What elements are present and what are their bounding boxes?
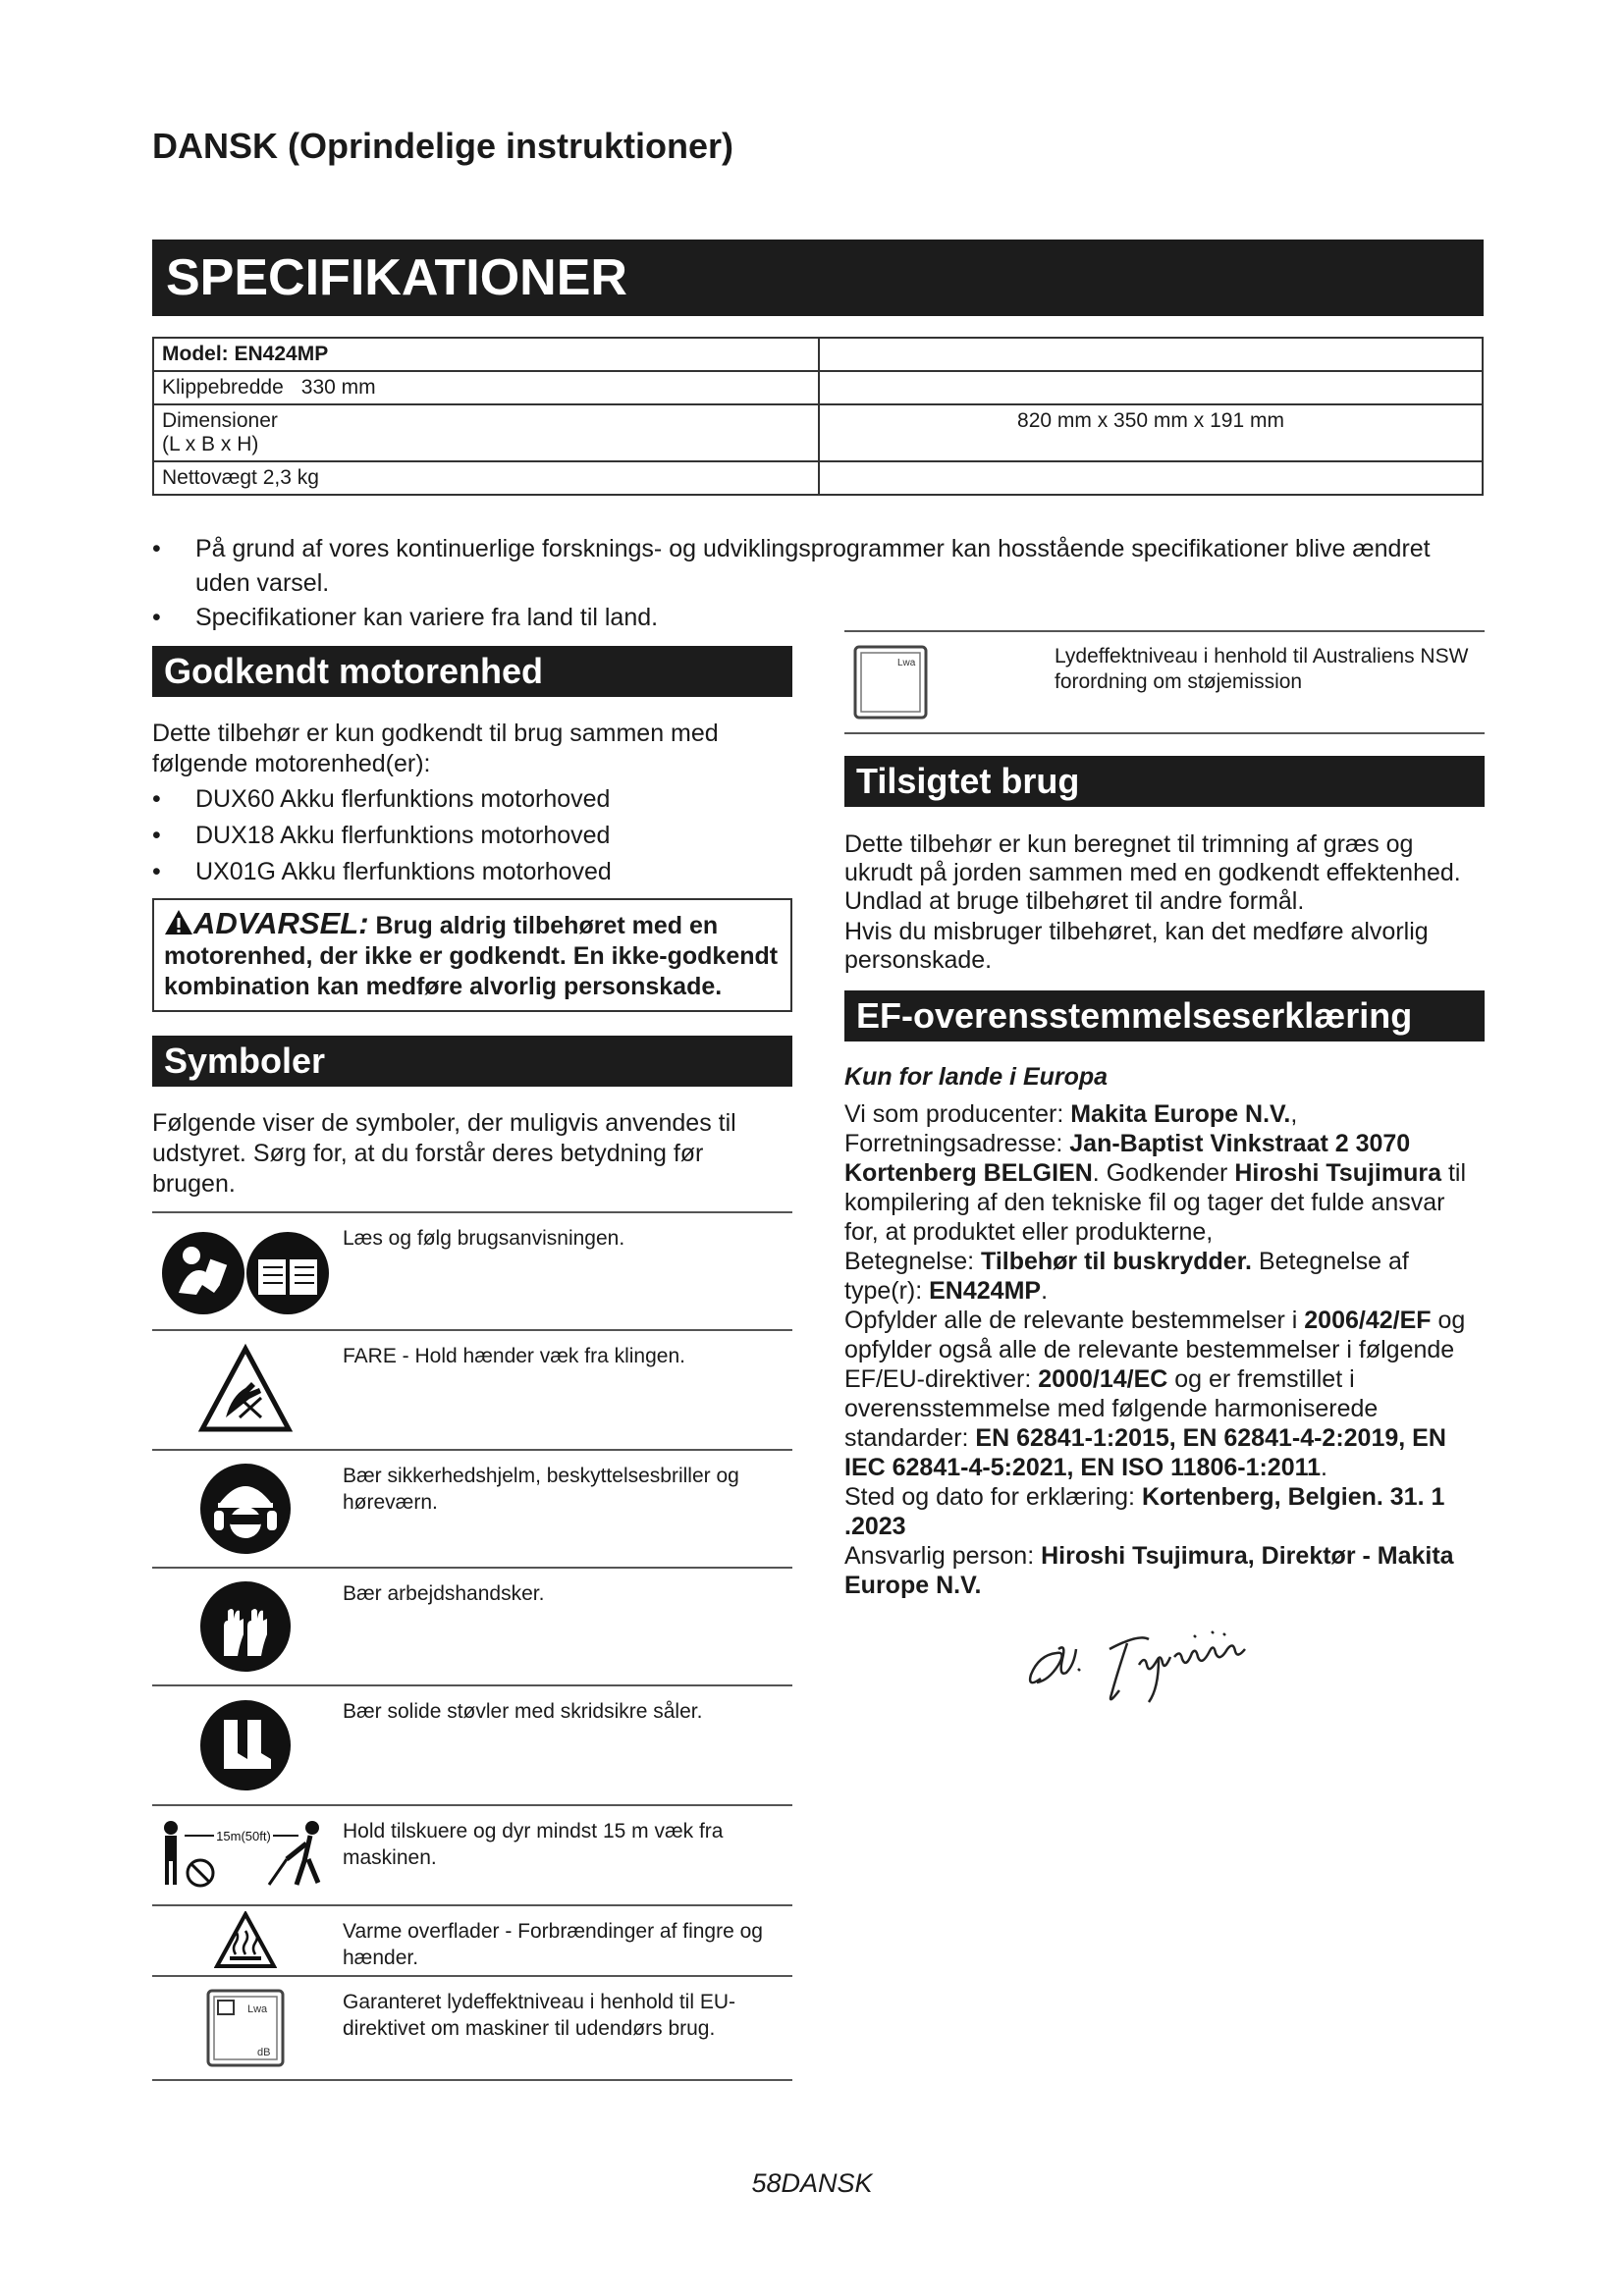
decl-text: og er fremstillet i overensstemmelse med følgende harmoniserede standarder: <box>844 1365 1379 1452</box>
decl-text: og opfylder også alle de relevante bestemmelser i følgende EF/EU-direktiver: <box>844 1307 1466 1393</box>
table-row <box>152 1331 792 1451</box>
danger-hand-blade-icon <box>152 1331 339 1449</box>
note-item: • Specifikationer kan variere fra land til land. <box>152 601 1488 635</box>
ec-declaration-text <box>844 1099 1485 1600</box>
decl-text: . <box>1321 1454 1327 1481</box>
approved-power-unit-heading: Godkendt motorenhed <box>152 646 792 697</box>
empty-cell <box>819 338 1483 371</box>
cutting-width-value: 330 mm <box>300 376 376 399</box>
warning-triangle-icon <box>164 909 193 935</box>
note-item: • På grund af vores kontinuerlige forsknings- og udviklingsprogrammer kan hosstående specifikationer blive ændret uden varsel. <box>152 532 1488 601</box>
table-row <box>152 1569 792 1686</box>
signature <box>1001 1610 1335 1718</box>
decl-bold: Kortenberg, Belgien. 31. 1 .2023 <box>844 1483 1445 1540</box>
decl-bold: Hiroshi Tsujimura <box>1234 1159 1442 1187</box>
db-label: dB <box>257 2047 271 2058</box>
spec-notes <box>152 532 1488 635</box>
table-row <box>152 1686 792 1806</box>
cutting-width-cell <box>153 371 819 404</box>
decl-bold: Hiroshi Tsujimura, Direktør - Makita Europe N.V. <box>844 1542 1454 1599</box>
symbol-description: Bær sikkerhedshjelm, beskyttelsesbriller og høreværn. <box>343 1465 739 1514</box>
australia-noise-row <box>844 630 1485 734</box>
symbols-intro: Følgende viser de symboler, der muligvis anvendes til udstyret. Sørg for, at du forstår deres betydning før brugen. <box>152 1109 736 1198</box>
ec-declaration-heading: EF-overensstemmelseserklæring <box>844 990 1485 1041</box>
symbol-description: Varme overflader - Forbrændinger af fingre og hænder. <box>343 1920 763 1969</box>
table-row <box>153 404 1483 461</box>
warning-title: ADVARSEL: <box>193 906 369 940</box>
decl-text: Betegnelse af type(r): <box>844 1248 1409 1305</box>
sound-power-level-icon <box>152 1977 339 2079</box>
work-gloves-icon <box>152 1569 339 1684</box>
net-weight-cell: Nettovægt 2,3 kg <box>153 461 819 495</box>
cutting-width-label: Klippebredde <box>162 376 284 399</box>
left-column <box>152 646 792 2081</box>
table-row <box>152 1451 792 1569</box>
decl-text: Sted og dato for erklæring: <box>844 1483 1142 1511</box>
intended-use-p1: Dette tilbehør er kun beregnet til trimning af græs og ukrudt på jorden sammen med en godkendt effektenhed. Undlad at bruge tilbehøret til andre formål. <box>844 830 1461 915</box>
decl-bold: 2000/14/EC <box>1038 1365 1168 1393</box>
table-row <box>152 1806 792 1906</box>
page-footer: 58DANSK <box>751 2168 873 2198</box>
decl-text: til kompilering af den tekniske fil og tager det fulde ansvar for, at produktet eller produkterne, <box>844 1159 1467 1246</box>
decl-bold: Makita Europe N.V. <box>1070 1100 1291 1128</box>
australia-noise-text: Lydeffektniveau i henhold til Australiens NSW forordning om støjemission <box>1055 645 1469 693</box>
intended-use-heading: Tilsigtet brug <box>844 756 1485 807</box>
table-row <box>152 1213 792 1331</box>
table-row <box>152 1906 792 1977</box>
decl-text: Betegnelse: <box>844 1248 981 1275</box>
decl-text: . <box>1041 1277 1049 1305</box>
symbol-description: Læs og følg brugsanvisningen. <box>343 1227 625 1250</box>
decl-text: Vi som producenter: <box>844 1100 1071 1128</box>
decl-bold: Tilbehør til buskrydder. <box>981 1248 1252 1275</box>
list-item: • UX01G Akku flerfunktions motorhoved <box>152 854 792 890</box>
ec-region: Kun for lande i Europa <box>844 1063 1109 1091</box>
empty-cell <box>819 371 1483 404</box>
decl-text: . Godkender <box>1092 1159 1235 1187</box>
sound-level-australia-icon <box>844 632 1055 732</box>
symbol-description: FARE - Hold hænder væk fra klingen. <box>343 1345 685 1367</box>
lwa-label: Lwa <box>247 2003 268 2015</box>
decl-bold: EN424MP <box>929 1277 1042 1305</box>
hot-surface-icon <box>152 1906 339 1975</box>
right-column <box>844 630 1485 1723</box>
symbol-description: Garanteret lydeffektniveau i henhold til EU-direktivet om maskiner til udendørs brug. <box>343 1991 736 2040</box>
symbols-heading: Symboler <box>152 1036 792 1087</box>
empty-cell <box>819 461 1483 495</box>
table-row <box>153 371 1483 404</box>
model-cell: Model: EN424MP <box>153 338 819 371</box>
keep-distance-icon <box>152 1806 339 1904</box>
decl-bold: EN 62841-1:2015, EN 62841-4-2:2019, EN IEC 62841-4-5:2021, EN ISO 11806-1:2011 <box>844 1424 1446 1481</box>
language-header: DANSK (Oprindelige instruktioner) <box>152 126 734 166</box>
symbol-description: Hold tilskuere og dyr mindst 15 m væk fra maskinen. <box>343 1820 724 1869</box>
warning-text: Brug aldrig tilbehøret med en motorenhed, der ikke er godkendt. En ikke-godkendt kombination kan medføre alvorlig personskade. <box>164 912 779 1000</box>
specifications-table <box>152 337 1484 496</box>
approved-intro: Dette tilbehør er kun godkendt til brug sammen med følgende motorenhed(er): <box>152 720 719 777</box>
list-item: • DUX60 Akku flerfunktions motorhoved <box>152 781 792 818</box>
dimensions-value: 820 mm x 350 mm x 191 mm <box>819 404 1483 461</box>
decl-text: Ansvarlig person: <box>844 1542 1042 1570</box>
safety-boots-icon <box>152 1686 339 1804</box>
decl-bold: Jan-Baptist Vinkstraat 2 3070 Kortenberg BELGIEN <box>844 1130 1411 1187</box>
distance-label: 15m(50ft) <box>216 1829 271 1843</box>
intended-use-p2: Hvis du misbruger tilbehøret, kan det medføre alvorlig personskade. <box>844 918 1429 974</box>
table-row <box>153 461 1483 495</box>
symbol-description: Bær solide støvler med skridsikre såler. <box>343 1700 703 1723</box>
power-unit-list <box>152 781 792 890</box>
warning-box <box>152 898 792 1012</box>
read-manual-icon <box>152 1213 339 1329</box>
list-item: • DUX18 Akku flerfunktions motorhoved <box>152 818 792 854</box>
lwa-label: Lwa <box>897 658 916 668</box>
decl-text: , Forretningsadresse: <box>844 1100 1298 1157</box>
specifications-title: SPECIFIKATIONER <box>152 240 1484 316</box>
decl-text: Opfylder alle de relevante bestemmelser i <box>844 1307 1305 1334</box>
symbols-table <box>152 1211 792 2081</box>
helmet-goggles-ear-protection-icon <box>152 1451 339 1567</box>
symbol-description: Bær arbejdshandsker. <box>343 1582 545 1605</box>
dimensions-label: Dimensioner <box>162 409 278 432</box>
dimensions-cell <box>153 404 819 461</box>
decl-bold: 2006/42/EF <box>1304 1307 1432 1334</box>
table-row <box>153 338 1483 371</box>
dimensions-sub: (L x B x H) <box>162 433 259 455</box>
table-row <box>152 1977 792 2081</box>
